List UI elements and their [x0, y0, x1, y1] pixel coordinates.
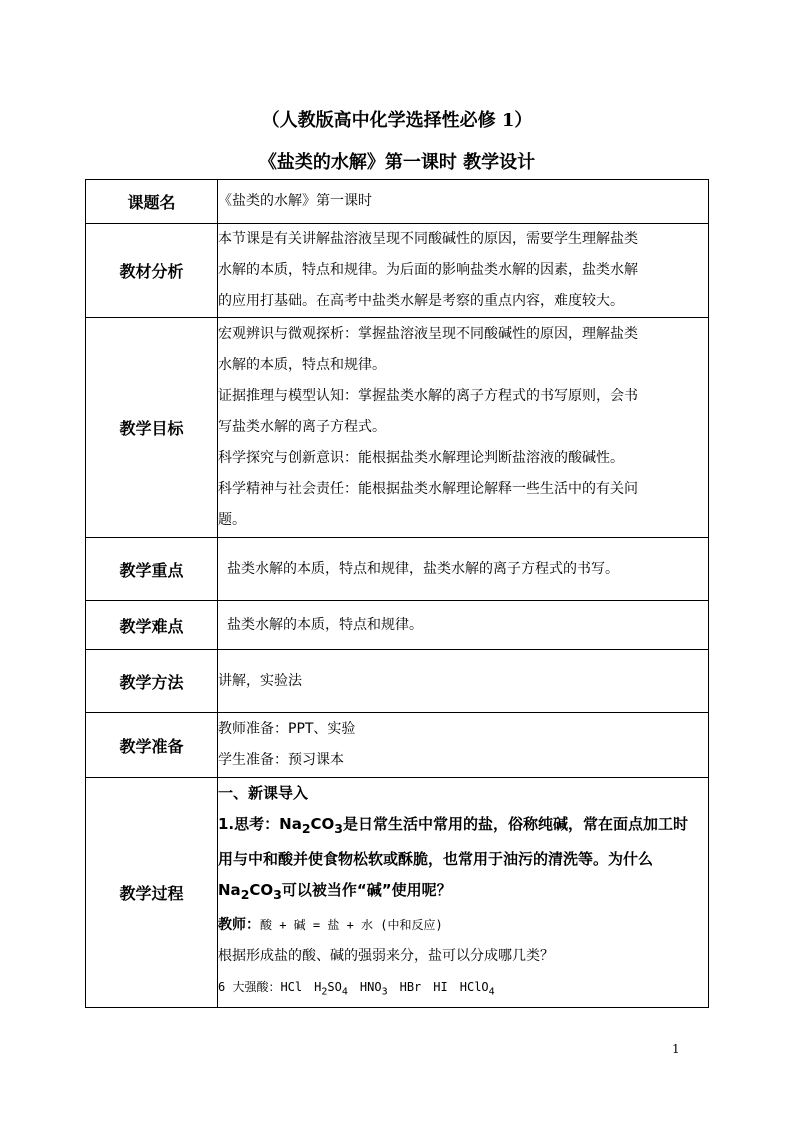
analysis-line: 本节课是有关讲解盐溶液呈现不同酸碱性的原因，需要学生理解盐类	[218, 231, 638, 247]
row-methods	[86, 650, 709, 713]
row-preparation	[86, 713, 709, 778]
acid-formula: $HNO_3$	[359, 980, 388, 998]
value-process	[218, 778, 709, 1008]
section-heading: 一、新课导入	[218, 784, 309, 802]
row-topic	[86, 180, 709, 224]
difficulties-text: 盐类水解的本质，特点和规律。	[227, 616, 423, 633]
think-line: 1.思考：$Na_2CO_3$是日常生活中常用的盐，俗称纯碱，常在面点加工时	[218, 815, 688, 836]
student-preparation: 学生准备：预习课本	[218, 752, 344, 768]
teacher-text: 酸 + 碱 = 盐 + 水 (中和反应)	[260, 918, 443, 932]
goals-line: 写盐类水解的离子方程式。	[218, 419, 386, 435]
row-analysis	[86, 224, 709, 318]
goals-line: 科学探究与创新意识：能根据盐类水解理论判断盐溶液的酸碱性。	[218, 450, 624, 466]
label-difficulties: 教学难点	[86, 601, 218, 650]
label-process: 教学过程	[86, 778, 218, 1008]
strong-acids-line: 6 大强酸：HCl $H_2SO_4$ $HNO_3$ HBr HI HClO$_4$	[218, 980, 495, 998]
label-goals: 教学目标	[86, 318, 218, 538]
acid-list	[280, 980, 495, 998]
goals-line: 题。	[218, 512, 246, 528]
acid-formula: HI	[433, 980, 448, 994]
goals-line: 科学精神与社会责任：能根据盐类水解理论解释一些生活中的有关问	[218, 481, 638, 497]
row-goals	[86, 318, 709, 538]
label-topic: 课题名	[86, 180, 218, 224]
acid-formula: HCl	[280, 980, 303, 994]
title-line-1: （人教版高中化学选择性必修 1）	[261, 110, 533, 131]
page-number: 1	[672, 1042, 680, 1056]
acid-formula: $H_2SO_4$	[314, 980, 348, 998]
goals-line: 水解的本质，特点和规律。	[218, 357, 386, 373]
value-difficulties	[218, 601, 709, 650]
value-preparation	[218, 713, 709, 778]
teacher-preparation: 教师准备：PPT、实验	[218, 721, 356, 737]
analysis-line: 的应用打基础。在高考中盐类水解是考察的重点内容，难度较大。	[218, 293, 624, 309]
label-preparation: 教学准备	[86, 713, 218, 778]
goals-line: 宏观辨识与微观探析：掌握盐溶液呈现不同酸碱性的原因，理解盐类	[218, 326, 638, 342]
value-goals	[218, 318, 709, 538]
row-key-points	[86, 538, 709, 601]
acid-formula: HBr	[399, 980, 422, 994]
think-line: 用与中和酸并使食物松软或酥脆，也常用于油污的清洗等。为什么	[218, 850, 654, 868]
label-methods: 教学方法	[86, 650, 218, 713]
value-methods	[218, 650, 709, 713]
value-analysis	[218, 224, 709, 318]
teacher-label: 教师：	[218, 917, 260, 933]
goals-line: 证据推理与模型认知：掌握盐类水解的离子方程式的书写原则，会书	[218, 388, 638, 404]
methods-text: 讲解，实验法	[218, 672, 302, 689]
value-topic: 《盐类的水解》第一课时	[218, 180, 709, 224]
row-difficulties	[86, 601, 709, 650]
acid-formula: HClO$_4$	[459, 980, 495, 998]
lesson-plan-table	[85, 179, 709, 1008]
row-process	[86, 778, 709, 1008]
label-analysis: 教材分析	[86, 224, 218, 318]
title-line-2: 《盐类的水解》第一课时 教学设计	[258, 152, 536, 173]
value-key-points	[218, 538, 709, 601]
analysis-line: 水解的本质，特点和规律。为后面的影响盐类水解的因素，盐类水解	[218, 262, 638, 278]
question-line: 根据形成盐的酸、碱的强弱来分，盐可以分成哪几类？	[218, 948, 554, 964]
think-line: $Na_2CO_3$可以被当作“碱”使用呢？	[218, 881, 452, 902]
teacher-line	[218, 910, 708, 941]
key-points-text: 盐类水解的本质，特点和规律，盐类水解的离子方程式的书写。	[227, 560, 619, 577]
label-key-points: 教学重点	[86, 538, 218, 601]
